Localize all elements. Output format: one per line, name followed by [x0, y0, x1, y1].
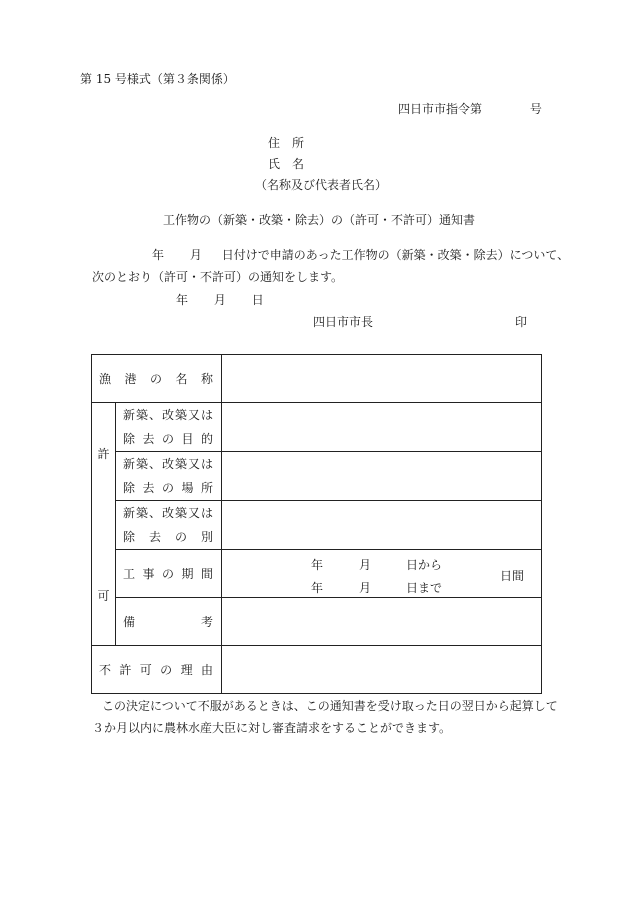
issuer-name: 四日市市長	[313, 315, 374, 329]
place-label: 新 築 、 改 築 又 は 除 去 の 場 所	[116, 452, 222, 501]
remarks-value[interactable]	[222, 598, 542, 646]
document-title: 工作物の（新築・改築・除去）の（許可・不許可）通知書	[163, 213, 476, 227]
row-reason	[92, 646, 542, 694]
row-remarks	[92, 598, 542, 646]
period-value[interactable]	[222, 550, 542, 598]
type-value[interactable]	[222, 501, 542, 550]
port-name-label: 漁 港 の 名 称	[92, 355, 222, 403]
type-label: 新 築 、 改 築 又 は 除 去 の 別	[116, 501, 222, 550]
place-value[interactable]	[222, 452, 542, 501]
body-year: 年	[152, 248, 165, 262]
permit-side-label	[92, 403, 116, 646]
date-year: 年	[176, 293, 189, 307]
period-from-day: 日から	[406, 558, 443, 572]
row-purpose	[92, 403, 542, 452]
body-line1-rest: 日付けで申請のあった工作物の（新築・改築・除去）について、	[221, 248, 570, 262]
period-to-day: 日まで	[406, 581, 443, 595]
row-port-name	[92, 355, 542, 403]
seal-mark: 印	[515, 315, 528, 329]
date-day: 日	[251, 293, 264, 307]
reason-value[interactable]	[222, 646, 542, 694]
period-to-month: 月	[359, 581, 372, 595]
issue-number-suffix: 号	[529, 102, 542, 116]
row-type	[92, 501, 542, 550]
permit-char-1: 許	[97, 447, 110, 461]
representative-label: （名称及び代表者氏名）	[255, 178, 388, 192]
body-month: 月	[189, 248, 202, 262]
purpose-value[interactable]	[222, 403, 542, 452]
row-place	[92, 452, 542, 501]
permit-char-2: 可	[97, 589, 110, 603]
row-period	[92, 550, 542, 598]
purpose-label: 新 築 、 改 築 又 は 除 去 の 目 的	[116, 403, 222, 452]
period-from-month: 月	[359, 558, 372, 572]
remarks-label: 備 考	[116, 598, 222, 646]
body-line-1	[152, 249, 569, 261]
date-month: 月	[213, 293, 226, 307]
body-line-2: 次のとおり（許可・不許可）の通知をします。	[92, 270, 344, 284]
period-days: 日間	[500, 569, 525, 583]
address-label: 住 所	[268, 136, 305, 150]
form-number: 第 15 号様式（第３条関係）	[80, 72, 235, 86]
port-name-value[interactable]	[222, 355, 542, 403]
period-to-year: 年	[311, 581, 324, 595]
issue-date	[176, 294, 264, 306]
reason-label: 不 許 可 の 理 由	[92, 646, 222, 694]
notice-line-2: ３か月以内に農林水産大臣に対し審査請求をすることができます。	[92, 721, 452, 735]
notice-line-1: この決定について不服があるときは、この通知書を受け取った日の翌日から起算して	[102, 699, 558, 713]
period-from-year: 年	[311, 558, 324, 572]
period-label: 工 事 の 期 間	[116, 550, 222, 598]
permit-table	[91, 354, 542, 694]
issue-number	[398, 103, 542, 115]
issue-number-prefix: 四日市市指令第	[398, 102, 483, 116]
name-label: 氏 名	[268, 157, 305, 171]
